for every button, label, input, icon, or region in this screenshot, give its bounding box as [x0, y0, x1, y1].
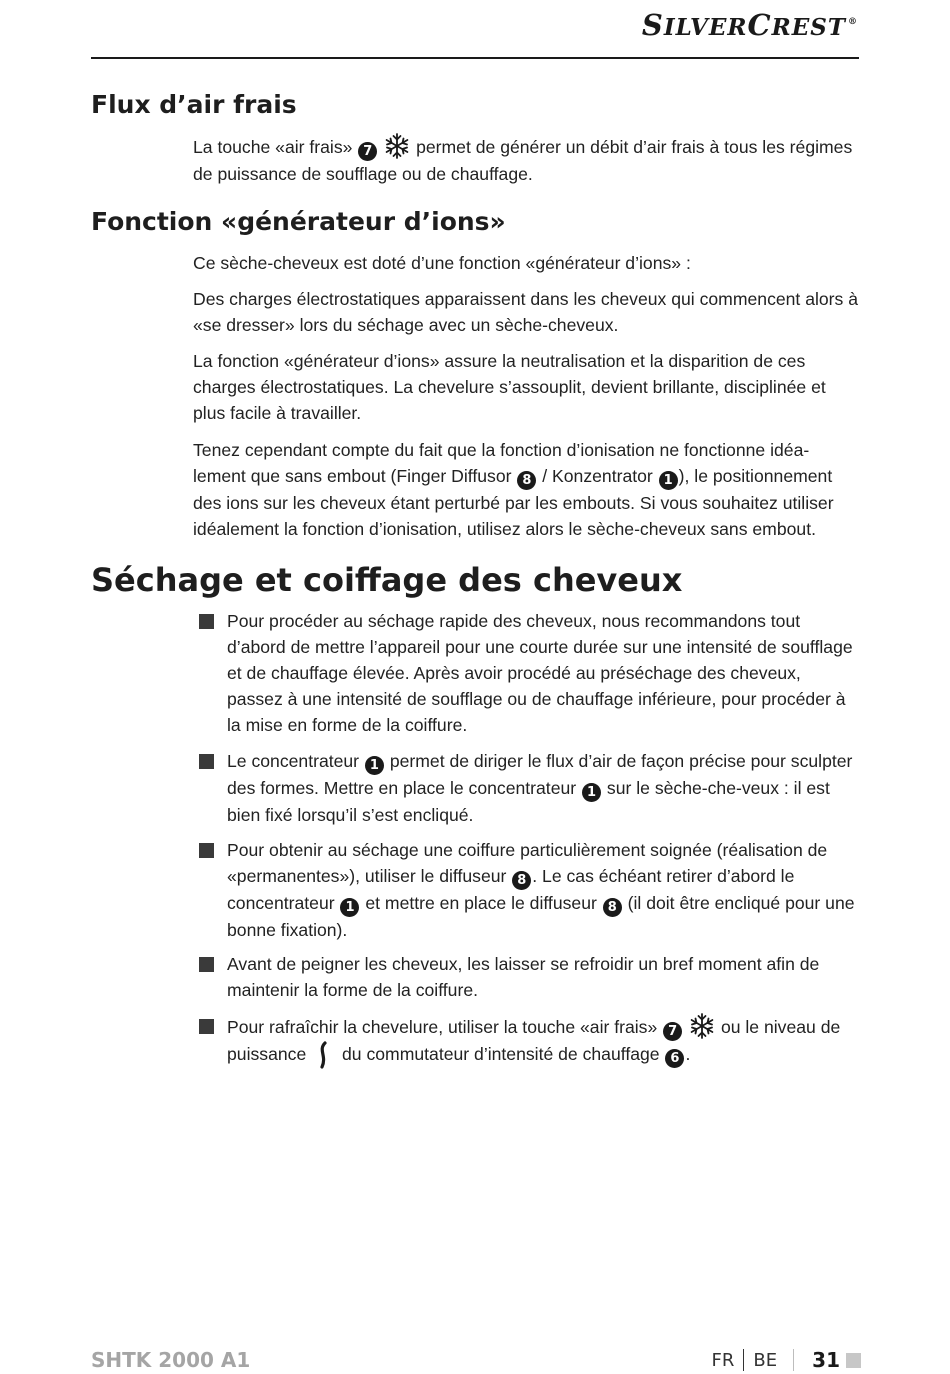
section1-paragraph: La touche «air frais» 7 permet de générer un débit d’air frais à tous les régimes de puissance de soufflage ou de chauffage.	[193, 133, 861, 187]
divider	[793, 1349, 794, 1371]
header-rule	[91, 57, 859, 59]
footer-page-info	[712, 1348, 861, 1372]
list-item: Le concentrateur 1 permet de diriger le flux d’air de façon précise pour sculpter des formes. Mettre en place le concentrateur 1 sur le sèche-che-veux : il est bien fixé lorsqu’il s’est encliqué.	[193, 748, 861, 828]
heat-wave-icon	[315, 1041, 333, 1069]
section-title-generateur-ions: Fonction «générateur d’ions»	[91, 207, 506, 236]
ref-number-1: 1	[340, 898, 359, 917]
language-fr: FR	[711, 1349, 735, 1371]
section2-paragraph-4: Tenez cependant compte du fait que la fonction d’ionisation ne fonctionne idéa-lement que sans embout (Finger Diffusor 8 / Konzentrator 1 ), le positionnement des ions sur les cheveux étant perturbé par les embouts. Si vous souhaitez utiliser idéalement la fonction d’ionisation, utilisez alors le sèche-cheveux sans embout.	[193, 440, 834, 539]
section2-paragraph-2: Des charges électrostatiques apparaissent dans les cheveux qui commencent alors à «se dresser» lors du séchage avec un sèche-cheveux.	[193, 289, 859, 335]
ref-number-7: 7	[663, 1022, 682, 1041]
ref-number-1: 1	[582, 783, 601, 802]
snowflake-icon	[689, 1013, 715, 1039]
ref-number-1: 1	[365, 756, 384, 775]
ref-number-8: 8	[603, 898, 622, 917]
ref-number-7: 7	[358, 142, 377, 161]
section2-paragraph-1: Ce sèche-cheveux est doté d’une fonction «générateur d’ions» :	[193, 253, 691, 273]
page-marker-icon	[846, 1353, 861, 1368]
ref-number-8: 8	[512, 871, 531, 890]
bullet-square-icon	[199, 957, 214, 972]
bullet-square-icon	[199, 1019, 214, 1034]
section-title-sechage-coiffage: Séchage et coiffage des cheveux	[91, 561, 683, 599]
section2-paragraph-3: La fonction «générateur d’ions» assure la neutralisation et la disparition de ces charges électrostatiques. La chevelure s’assouplit, devient brillante, disciplinée et plus facile à travailler.	[193, 351, 826, 423]
section-title-flux-air-frais: Flux d’air frais	[91, 90, 297, 119]
bullet-square-icon	[199, 754, 214, 769]
divider	[743, 1349, 744, 1371]
list-item: Pour rafraîchir la chevelure, utiliser la touche «air frais» 7 ou le niveau de puissance du commutateur d’intensité de chauffage 6 .	[193, 1013, 861, 1069]
brand-logo: SILVERCREST ®	[641, 8, 858, 42]
list-item: Pour obtenir au séchage une coiffure particulièrement soignée (réalisation de «permanentes»), utiliser le diffuseur 8 . Le cas échéant retirer d’abord le concentrateur 1 et mettre en place le diffuseur 8 (il doit être encliqué pour une bonne fixation).	[193, 837, 861, 943]
page-number: 31	[812, 1348, 840, 1372]
list-item: Pour procéder au séchage rapide des cheveux, nous recommandons tout d’abord de mettre l’appareil pour une courte durée sur une intensité de soufflage et de chauffage élevée. Après avoir procédé au préséchage des cheveux, passez à une intensité de soufflage ou de chauffage inférieure, pour procéder à la mise en forme de la coiffure.	[193, 608, 861, 738]
list-item: Avant de peigner les cheveux, les laisser se refroidir un bref moment afin de maintenir la forme de la coiffure.	[193, 951, 861, 1003]
ref-number-1: 1	[659, 471, 678, 490]
bullet-square-icon	[199, 614, 214, 629]
language-be: BE	[753, 1349, 778, 1371]
snowflake-icon	[384, 133, 410, 159]
bullet-square-icon	[199, 843, 214, 858]
ref-number-8: 8	[517, 471, 536, 490]
ref-number-6: 6	[665, 1049, 684, 1068]
footer-model-number: SHTK 2000 A1	[91, 1348, 251, 1372]
